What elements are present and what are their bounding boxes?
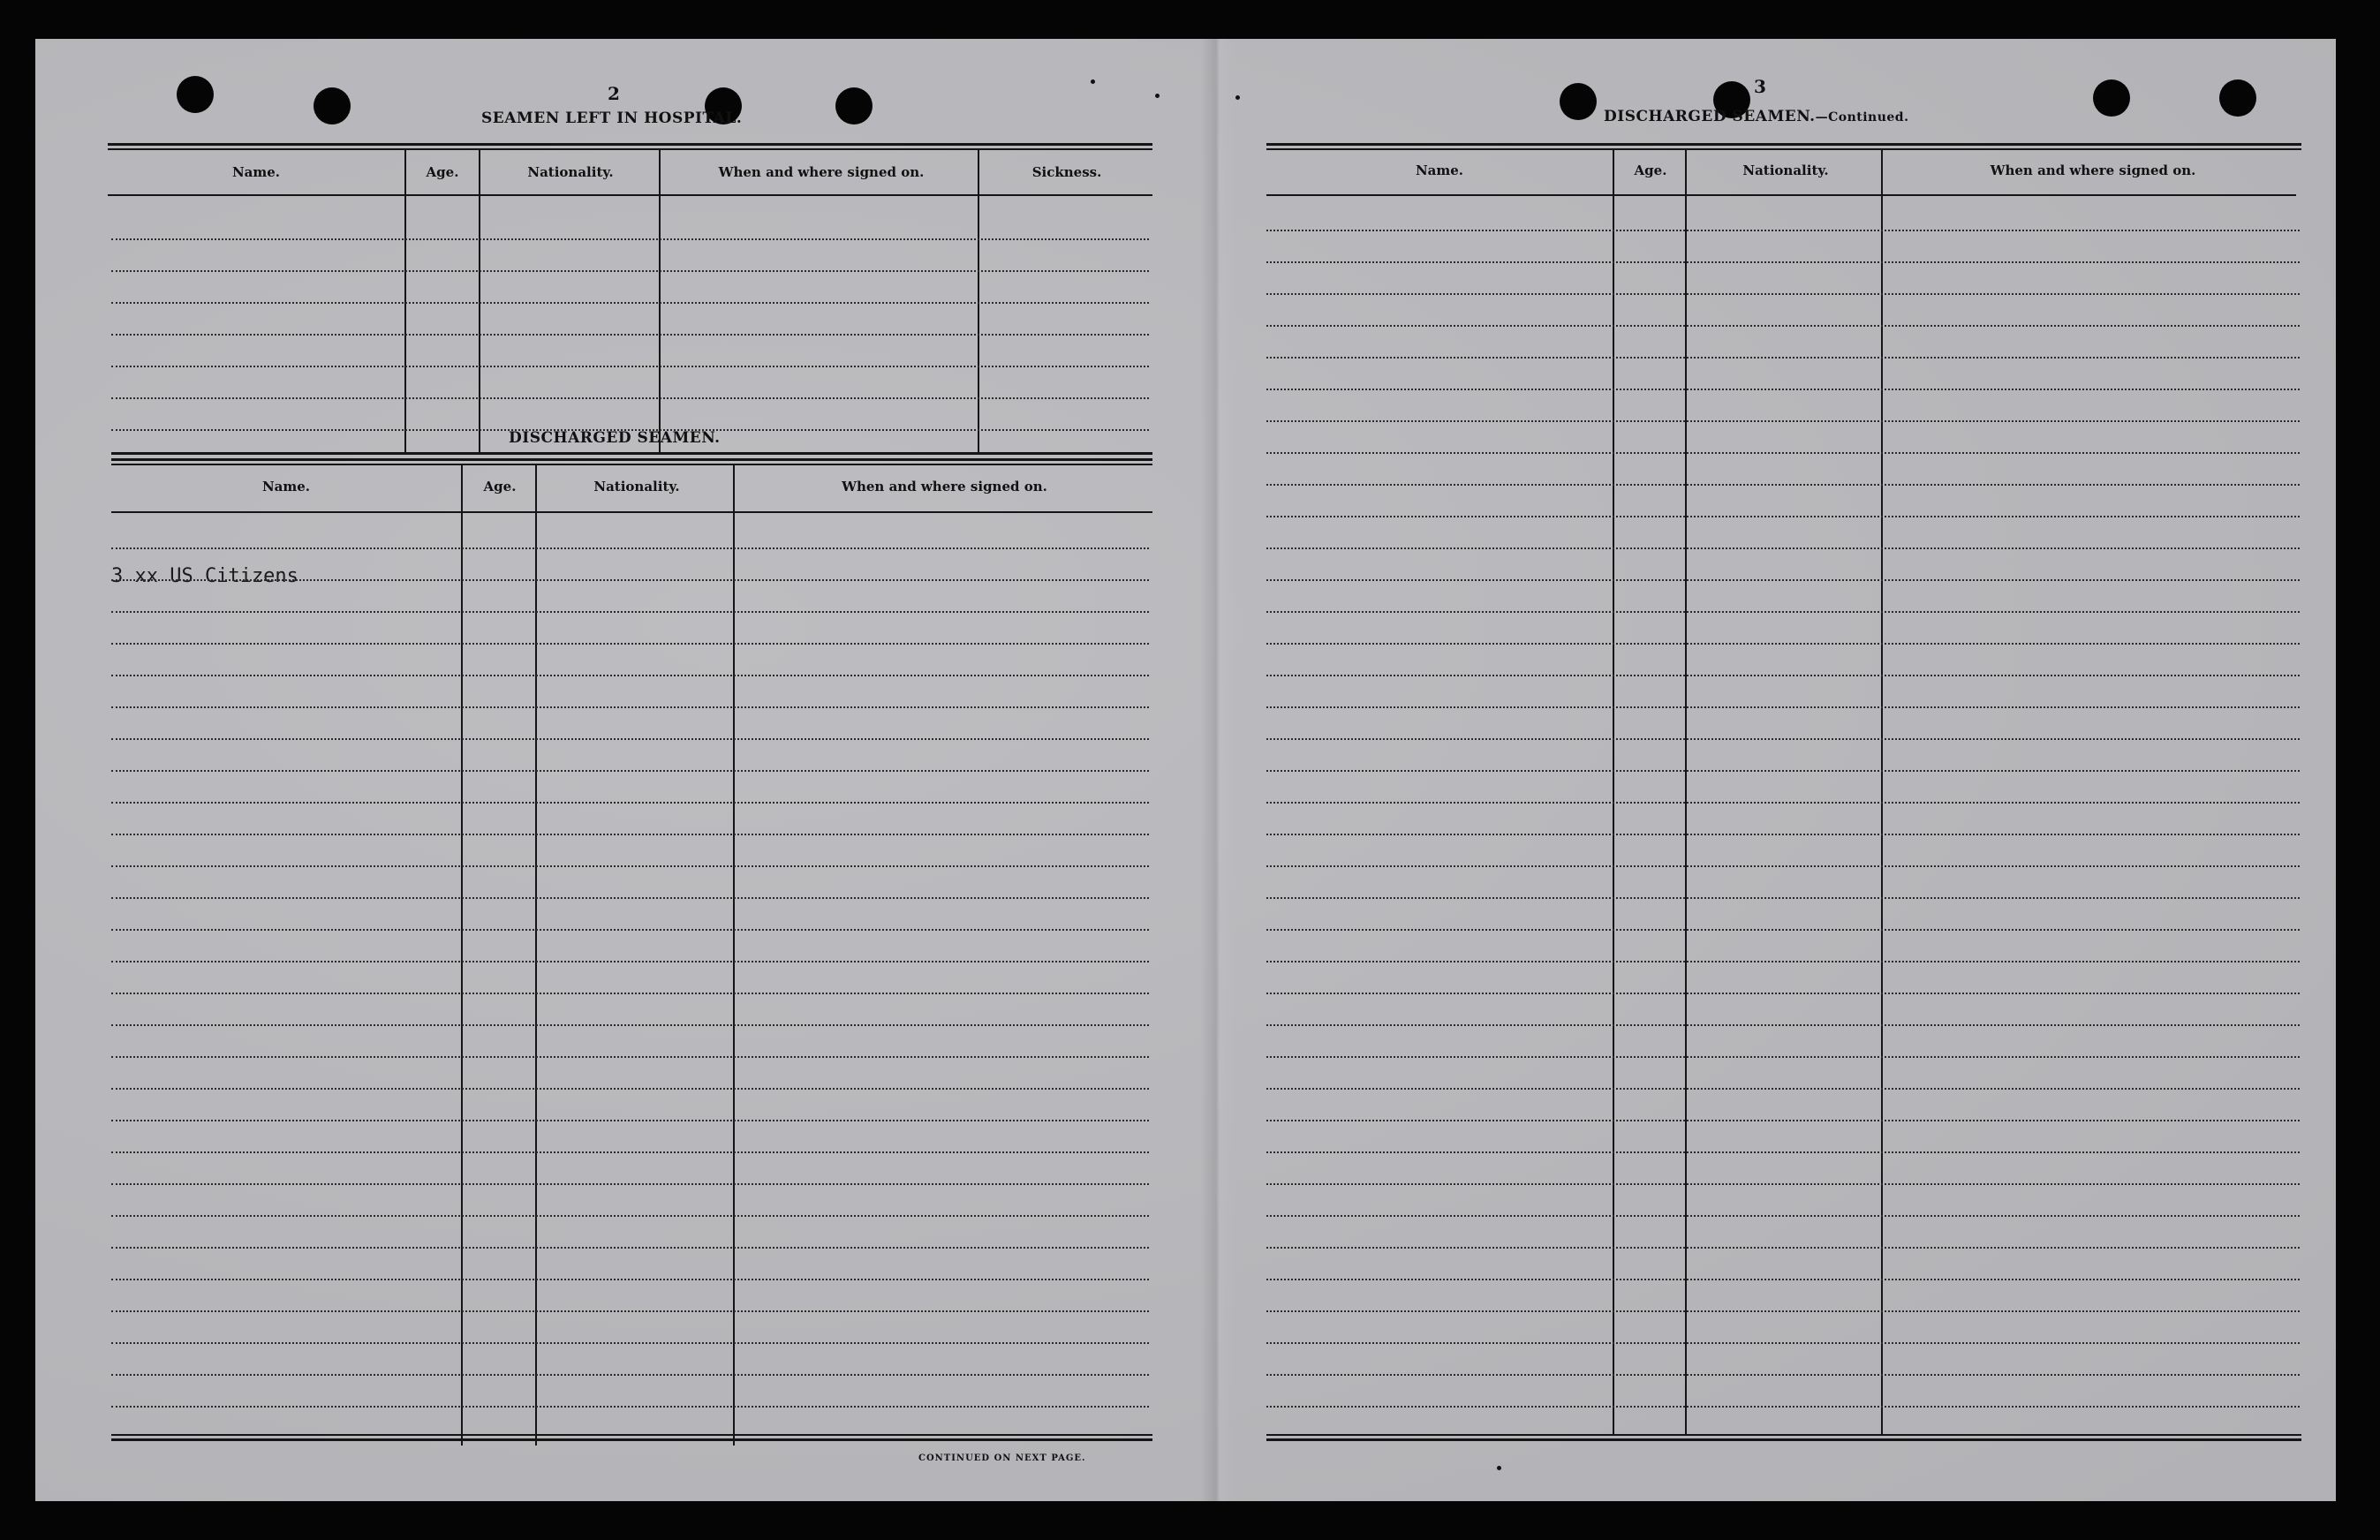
entry-line <box>1266 738 2300 740</box>
right-col-signed-on: When and where signed on. <box>1990 162 2196 178</box>
right-header-rule <box>1266 194 2296 196</box>
entry-line <box>111 1374 1149 1376</box>
continued-suffix: —Continued. <box>1815 110 1909 125</box>
entry-line <box>111 366 1149 367</box>
entry-line <box>111 1247 1149 1249</box>
entry-line <box>1266 1183 2300 1185</box>
entry-line <box>1266 1056 2300 1058</box>
right-table-bottom-rule <box>1266 1434 2301 1436</box>
entry-line <box>1266 1406 2300 1408</box>
entry-line <box>1266 547 2300 549</box>
entry-line <box>111 579 1149 581</box>
continued-note: CONTINUED ON NEXT PAGE. <box>918 1453 1086 1463</box>
entry-line <box>111 929 1149 931</box>
entry-line <box>1266 1342 2300 1344</box>
hospital-col-sickness: Sickness. <box>1031 164 1102 180</box>
discharged-table-top-rule <box>111 458 1152 461</box>
right-col-nationality: Nationality. <box>1742 162 1829 178</box>
right-table-bottom-rule <box>1266 1438 2301 1441</box>
entry-line <box>1266 1374 2300 1376</box>
entry-line <box>111 397 1149 399</box>
entry-line <box>1266 452 2300 454</box>
entry-line <box>111 270 1149 272</box>
entry-line <box>111 961 1149 962</box>
entry-line <box>1266 357 2300 359</box>
hospital-table-top-rule <box>108 148 1152 150</box>
entry-line <box>1266 1024 2300 1026</box>
discharged-table-bottom-rule <box>111 1434 1152 1436</box>
entry-line <box>111 1183 1149 1185</box>
entry-line <box>1266 675 2300 676</box>
entry-line <box>111 802 1149 804</box>
entry-line <box>1266 420 2300 422</box>
entry-line <box>1266 1247 2300 1249</box>
hospital-col-nationality: Nationality. <box>527 164 614 180</box>
discharged-col-signed-on: When and where signed on. <box>842 479 1047 494</box>
discharged-section-title: DISCHARGED SEAMEN. <box>509 429 721 447</box>
entry-line <box>111 1056 1149 1058</box>
entry-line <box>111 1151 1149 1153</box>
entry-line <box>111 302 1149 304</box>
paper-speck <box>1235 95 1240 100</box>
page-number-right: 3 <box>1754 76 1766 97</box>
punch-hole <box>2093 79 2130 117</box>
entry-line <box>111 706 1149 708</box>
entry-line <box>1266 770 2300 772</box>
entry-line <box>1266 611 2300 613</box>
entry-line <box>111 1215 1149 1217</box>
entry-line <box>111 1406 1149 1408</box>
hospital-header-rule <box>108 194 1152 196</box>
entry-line <box>111 1024 1149 1026</box>
entry-line <box>1266 516 2300 517</box>
hospital-col-divider <box>978 150 979 452</box>
right-col-name: Name. <box>1415 162 1464 178</box>
entry-line <box>111 1342 1149 1344</box>
entry-line <box>111 643 1149 645</box>
entry-line <box>1266 261 2300 263</box>
entry-line <box>1266 1088 2300 1090</box>
hospital-table-top-rule <box>108 143 1152 146</box>
entry-line <box>1266 897 2300 899</box>
entry-line <box>111 865 1149 867</box>
entry-line <box>111 1310 1149 1312</box>
entry-line <box>111 1088 1149 1090</box>
punch-hole <box>314 87 351 125</box>
discharged-col-nationality: Nationality. <box>593 479 680 494</box>
entry-line <box>1266 579 2300 581</box>
hospital-section-title: SEAMEN LEFT IN HOSPITAL. <box>481 109 743 127</box>
entry-line <box>1266 230 2300 231</box>
discharged-table-bottom-rule <box>111 1438 1152 1441</box>
entry-line <box>1266 643 2300 645</box>
entry-line <box>1266 1215 2300 1217</box>
entry-line <box>1266 993 2300 994</box>
hospital-col-divider <box>479 150 480 452</box>
entry-line <box>111 770 1149 772</box>
entry-line <box>111 834 1149 835</box>
entry-line <box>1266 865 2300 867</box>
entry-line <box>1266 325 2300 327</box>
hospital-col-name: Name. <box>231 164 281 180</box>
right-col-divider <box>1685 150 1687 1434</box>
entry-line <box>1266 1120 2300 1121</box>
discharged-table-top-rule <box>111 464 1152 465</box>
hospital-table-bottom-rule <box>111 452 1152 455</box>
entry-line <box>1266 1279 2300 1280</box>
entry-line <box>111 738 1149 740</box>
entry-line <box>1266 484 2300 486</box>
entry-line <box>111 1120 1149 1121</box>
entry-line <box>1266 802 2300 804</box>
right-col-age: Age. <box>1634 162 1667 178</box>
entry-line <box>111 1279 1149 1280</box>
paper-speck <box>1155 94 1160 98</box>
entry-line <box>1266 389 2300 390</box>
entry-line <box>111 547 1149 549</box>
entry-line <box>1266 1310 2300 1312</box>
hospital-col-age: Age. <box>426 164 459 180</box>
paper-speck <box>1091 79 1095 84</box>
entry-line <box>111 675 1149 676</box>
entry-line <box>111 993 1149 994</box>
page-number-left: 2 <box>608 83 620 104</box>
right-col-divider <box>1613 150 1614 1434</box>
hospital-col-signed-on: When and where signed on. <box>718 164 925 180</box>
entry-line <box>111 897 1149 899</box>
hospital-col-divider <box>404 150 406 452</box>
page-fold <box>1200 39 1235 1501</box>
entry-line <box>1266 961 2300 962</box>
discharged-continued-title-text: DISCHARGED SEAMEN. <box>1604 108 1816 125</box>
discharged-col-name: Name. <box>261 479 311 494</box>
discharged-header-rule <box>111 511 1152 513</box>
hospital-col-divider <box>659 150 661 452</box>
entry-line <box>1266 929 2300 931</box>
paper-speck <box>1497 1466 1501 1470</box>
discharged-col-age: Age. <box>483 479 517 494</box>
punch-hole <box>177 76 214 113</box>
discharged-entry-name: 3 xx US Citizens <box>111 565 298 587</box>
right-col-divider <box>1881 150 1883 1434</box>
entry-line <box>1266 293 2300 295</box>
entry-line <box>111 611 1149 613</box>
right-table-top-rule <box>1266 148 2301 150</box>
entry-line <box>1266 1151 2300 1153</box>
manifest-sheet <box>35 39 2336 1501</box>
punch-hole <box>1560 83 1597 120</box>
right-table-top-rule <box>1266 143 2301 146</box>
discharged-continued-title <box>1604 108 1908 125</box>
entry-line <box>1266 706 2300 708</box>
entry-line <box>111 334 1149 336</box>
entry-line <box>1266 834 2300 835</box>
punch-hole <box>2219 79 2256 117</box>
punch-hole <box>835 87 873 125</box>
entry-line <box>111 238 1149 240</box>
